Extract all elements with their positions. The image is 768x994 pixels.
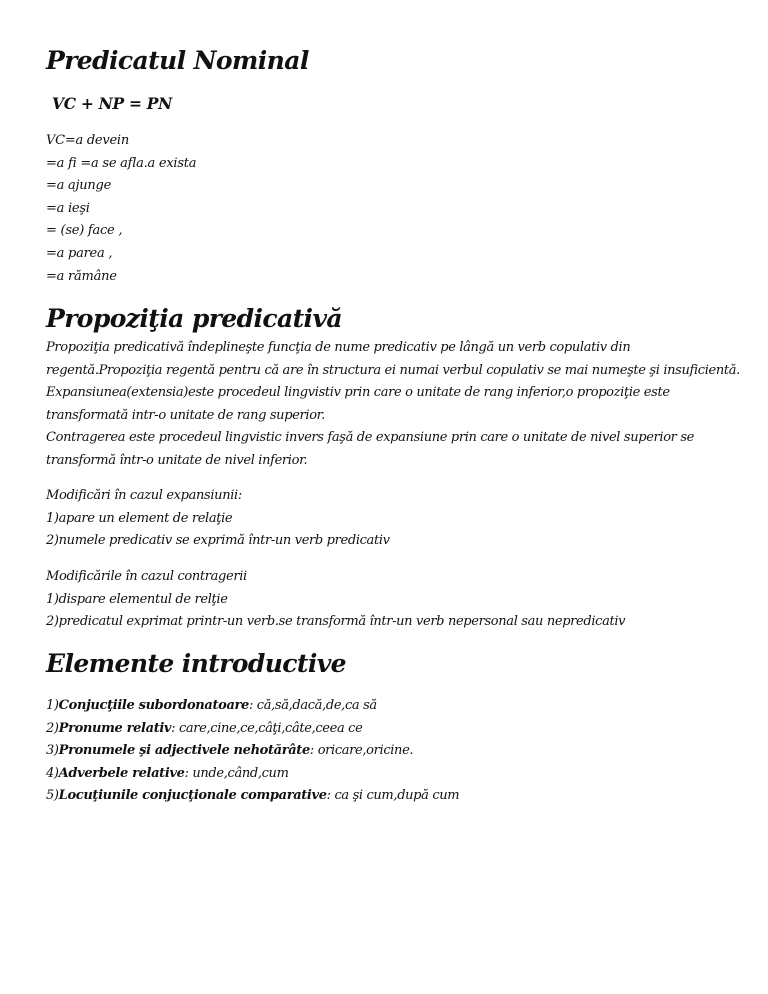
text-line: transformă într-o unitate de nivel inferior. [46,452,308,468]
item-term: Pronumele şi adjectivele nehotărâte [58,743,310,759]
introductive-elements-list [46,695,746,808]
list-item [46,718,746,741]
text-line: Modificări în cazul expansiunii: [46,488,242,503]
expansion-paragraph [46,485,746,553]
formula: VC + NP = PN [52,94,172,113]
text-line: transformată intr-o unitate de rang superior. [46,407,325,423]
item-number: 2) [46,720,59,736]
text-line: 2)numele predicativ se exprimă într-un verb predicativ [46,533,390,549]
item-examples: : ca şi cum,după cum [326,788,460,804]
text-line: regentă.Propoziţia regentă pentru că are în structura ei numai verbul copulativ se mai numeşte şi insuficientă. [46,362,740,378]
item-number: 3) [46,743,59,759]
list-line: =a fi =a se afla.a exista [46,155,197,171]
text-line: Contragerea este procedeul lingvistic invers faşă de expansiune prin care o unitate de nivel superior se [46,430,694,446]
copulative-verbs-list [46,130,196,288]
list-line: =a rămâne [46,268,117,284]
item-number: 5) [46,788,59,804]
item-number: 4) [46,765,59,781]
definition-paragraph [46,337,746,473]
item-term: Locuţiunile conjucţionale comparative [58,788,327,804]
item-term: Pronume relativ [58,720,172,736]
text-line: Expansiunea(extensia)este procedeul lingvistiv prin care o unitate de rang inferior,o propoziţie este [46,385,670,401]
list-line: = (se) face , [46,223,123,239]
text-line: 2)predicatul exprimat printr-un verb.se transformă într-un verb nepersonal sau nepredicativ [46,614,626,630]
heading-elemente-introductive: Elemente introductive [46,649,346,678]
text-line: 1)apare un element de relaţie [46,510,233,526]
list-line: =a parea , [46,245,113,261]
list-item [46,785,746,808]
item-examples: : că,să,dacă,de,ca să [248,698,377,713]
text-line: 1)dispare elementul de relţie [46,591,228,607]
item-term: Adverbele relative [58,765,185,781]
text-line: Propoziţia predicativă îndeplineşte funcţia de nume predicativ pe lângă un verb copulativ din [46,340,631,355]
item-examples: : oricare,oricine. [309,743,414,759]
list-item [46,740,746,763]
heading-propozitia-predicativa: Propoziţia predicativă [46,304,342,333]
heading-predicatul-nominal: Predicatul Nominal [46,46,309,75]
list-line: VC=a devein [46,133,129,148]
text-line: Modificările în cazul contragerii [46,569,247,584]
contraction-paragraph [46,566,746,634]
item-examples: : unde,când,cum [184,765,289,781]
item-number: 1) [46,698,59,713]
list-line: =a ieşi [46,200,90,216]
list-item [46,763,746,786]
list-line: =a ajunge [46,178,112,194]
item-term: Conjucţiile subordonatoare [58,698,249,713]
list-item [46,695,746,718]
item-examples: : care,cine,ce,câţi,câte,ceea ce [171,720,363,736]
